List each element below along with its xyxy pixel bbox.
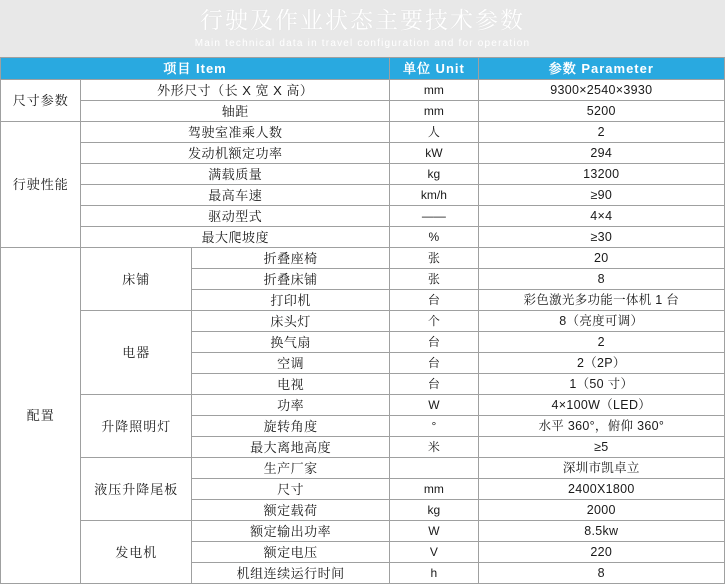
row-unit: kg (390, 164, 478, 185)
row-item: 最大离地高度 (192, 437, 390, 458)
table-row (1, 143, 725, 164)
row-unit: mm (390, 80, 478, 101)
group-label-dimensions: 尺寸参数 (1, 80, 81, 122)
subgroup-label-lifting-light: 升降照明灯 (81, 395, 192, 458)
page-subtitle: Main technical data in travel configuration and for operation (194, 38, 531, 49)
table-row (1, 164, 725, 185)
row-item: 打印机 (192, 290, 390, 311)
row-parameter: 8（亮度可调） (478, 311, 724, 332)
row-parameter: 2 (478, 122, 724, 143)
row-parameter: 2000 (478, 500, 724, 521)
row-parameter: 2 (478, 332, 724, 353)
row-parameter: 4×4 (478, 206, 724, 227)
table-row (1, 206, 725, 227)
subgroup-label-generator: 发电机 (81, 521, 192, 584)
column-header-item: 项目 Item (1, 58, 390, 80)
row-parameter: 5200 (478, 101, 724, 122)
row-item: 驾驶室准乘人数 (81, 122, 390, 143)
table-row (1, 458, 725, 479)
row-unit: % (390, 227, 478, 248)
row-unit: 张 (390, 269, 478, 290)
row-parameter: 2（2P） (478, 353, 724, 374)
row-unit: 张 (390, 248, 478, 269)
row-item: 功率 (192, 395, 390, 416)
group-label-configuration: 配置 (1, 248, 81, 584)
row-unit: 台 (390, 353, 478, 374)
row-item: 旋转角度 (192, 416, 390, 437)
table-row (1, 122, 725, 143)
table-row (1, 80, 725, 101)
table-row (1, 227, 725, 248)
page-title: 行驶及作业状态主要技术参数 (200, 7, 525, 33)
row-parameter: 220 (478, 542, 724, 563)
row-parameter: 8.5kw (478, 521, 724, 542)
row-item: 最大爬坡度 (81, 227, 390, 248)
row-item: 折叠座椅 (192, 248, 390, 269)
subgroup-label-bedding: 床铺 (81, 248, 192, 311)
row-parameter: 彩色激光多功能一体机 1 台 (478, 290, 724, 311)
row-item: 空调 (192, 353, 390, 374)
row-unit: 台 (390, 332, 478, 353)
row-unit: W (390, 521, 478, 542)
row-item: 轴距 (81, 101, 390, 122)
row-parameter: 294 (478, 143, 724, 164)
row-parameter: 水平 360°，俯仰 360° (478, 416, 724, 437)
row-parameter: 2400X1800 (478, 479, 724, 500)
row-item: 驱动型式 (81, 206, 390, 227)
table-header-row (1, 58, 725, 80)
row-parameter: 8 (478, 563, 724, 584)
row-item: 外形尺寸（长 X 宽 X 高） (81, 80, 390, 101)
row-unit: mm (390, 101, 478, 122)
row-unit: 台 (390, 290, 478, 311)
row-unit: h (390, 563, 478, 584)
row-item: 机组连续运行时间 (192, 563, 390, 584)
row-unit: km/h (390, 185, 478, 206)
row-item: 额定输出功率 (192, 521, 390, 542)
row-unit: kg (390, 500, 478, 521)
page-header (0, 0, 725, 57)
row-item: 床头灯 (192, 311, 390, 332)
row-parameter: 深圳市凯卓立 (478, 458, 724, 479)
specification-table (0, 57, 725, 584)
table-row (1, 248, 725, 269)
row-unit: V (390, 542, 478, 563)
row-unit: W (390, 395, 478, 416)
row-item: 发动机额定功率 (81, 143, 390, 164)
row-item: 折叠床铺 (192, 269, 390, 290)
row-item: 最高车速 (81, 185, 390, 206)
row-parameter: 8 (478, 269, 724, 290)
table-row (1, 185, 725, 206)
row-item: 电视 (192, 374, 390, 395)
row-unit: 米 (390, 437, 478, 458)
row-unit: 个 (390, 311, 478, 332)
subgroup-label-electrical: 电器 (81, 311, 192, 395)
row-unit: 台 (390, 374, 478, 395)
row-parameter: ≥90 (478, 185, 724, 206)
row-unit: —— (390, 206, 478, 227)
subgroup-label-tail-lift: 液压升降尾板 (81, 458, 192, 521)
row-parameter: 20 (478, 248, 724, 269)
table-row (1, 521, 725, 542)
row-unit: mm (390, 479, 478, 500)
row-unit: ° (390, 416, 478, 437)
column-header-parameter: 参数 Parameter (478, 58, 724, 80)
group-label-driving-performance: 行驶性能 (1, 122, 81, 248)
row-item: 生产厂家 (192, 458, 390, 479)
row-item: 额定电压 (192, 542, 390, 563)
row-unit (390, 458, 478, 479)
row-unit: 人 (390, 122, 478, 143)
row-item: 满载质量 (81, 164, 390, 185)
table-row (1, 101, 725, 122)
row-unit: kW (390, 143, 478, 164)
row-parameter: ≥5 (478, 437, 724, 458)
row-parameter: 4×100W（LED） (478, 395, 724, 416)
column-header-unit: 单位 Unit (390, 58, 478, 80)
row-item: 额定载荷 (192, 500, 390, 521)
row-parameter: 9300×2540×3930 (478, 80, 724, 101)
table-row (1, 311, 725, 332)
table-row (1, 395, 725, 416)
row-parameter: 1（50 寸） (478, 374, 724, 395)
row-item: 尺寸 (192, 479, 390, 500)
row-item: 换气扇 (192, 332, 390, 353)
row-parameter: ≥30 (478, 227, 724, 248)
row-parameter: 13200 (478, 164, 724, 185)
